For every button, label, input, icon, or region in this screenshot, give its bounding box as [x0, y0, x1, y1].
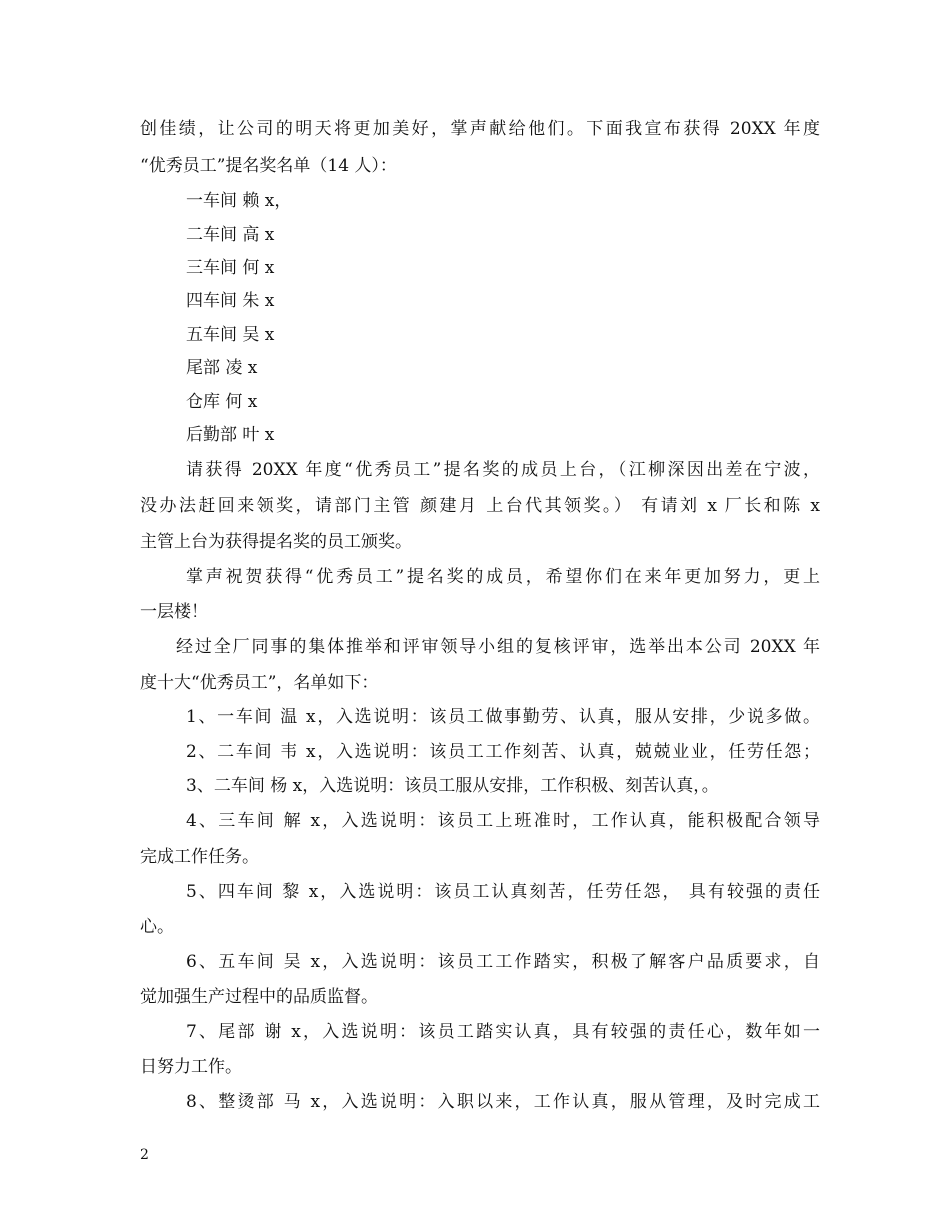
paragraph-line: 创佳绩，让公司的明天将更加美好，掌声献给他们。下面我宣布获得 20XX 年度	[140, 119, 820, 139]
paragraph-line: 请获得 20XX 年度“优秀员工”提名奖的成员上台，（江柳深因出差在宁波，	[186, 460, 820, 480]
list-item: 四车间 朱 x	[186, 291, 275, 311]
paragraph-line: 主管上台为获得提名奖的员工颁奖。	[140, 532, 412, 552]
list-item: 仓库 何 x	[186, 392, 258, 412]
paragraph-line: 没办法赶回来领奖，请部门主管 颜建月 上台代其领奖。） 有请刘 x 厂长和陈 x	[140, 496, 820, 516]
paragraph-line: 掌声祝贺获得“优秀员工”提名奖的成员，希望你们在来年更加努力，更上	[186, 567, 820, 587]
paragraph-line: 度十大“优秀员工”，名单如下：	[140, 673, 379, 693]
list-item: 二车间 高 x	[186, 225, 275, 245]
list-item: 一车间 赖 x，	[186, 191, 292, 211]
list-item: 五车间 吴 x	[186, 325, 275, 345]
list-item: 尾部 凌 x	[186, 358, 258, 378]
list-item-continuation: 完成工作任务。	[140, 847, 259, 867]
list-item-continuation: 日努力工作。	[140, 1057, 242, 1077]
list-item: 4、三车间 解 x，入选说明：该员工上班准时，工作认真，能积极配合领导	[186, 811, 820, 831]
list-item-continuation: 觉加强生产过程中的品质监督。	[140, 987, 378, 1007]
paragraph-line: 一层楼！	[140, 602, 208, 622]
page-number: 2	[140, 1147, 149, 1163]
paragraph-line: 经过全厂同事的集体推举和评审领导小组的复核评审，选举出本公司 20XX 年	[176, 637, 820, 657]
list-item-continuation: 心。	[140, 917, 174, 937]
list-item: 3、二车间 杨 x，入选说明：该员工服从安排，工作积极、刻苦认真，。	[186, 776, 719, 796]
list-item: 三车间 何 x	[186, 258, 275, 278]
list-item: 后勤部 叶 x	[186, 425, 275, 445]
list-item: 6、五车间 吴 x，入选说明：该员工工作踏实，积极了解客户品质要求，自	[186, 952, 820, 972]
list-item: 8、整烫部 马 x，入选说明：入职以来，工作认真，服从管理，及时完成工	[186, 1092, 820, 1112]
paragraph-line: “优秀员工”提名奖名单（14 人）：	[140, 156, 397, 176]
list-item: 5、四车间 黎 x，入选说明：该员工认真刻苦，任劳任怨， 具有较强的责任	[186, 882, 820, 902]
list-item: 2、二车间 韦 x，入选说明：该员工工作刻苦、认真，兢兢业业，任劳任怨；	[186, 742, 820, 762]
list-item: 7、尾部 谢 x，入选说明：该员工踏实认真，具有较强的责任心，数年如一	[186, 1022, 820, 1042]
list-item: 1、一车间 温 x，入选说明：该员工做事勤劳、认真，服从安排，少说多做。	[186, 707, 820, 727]
